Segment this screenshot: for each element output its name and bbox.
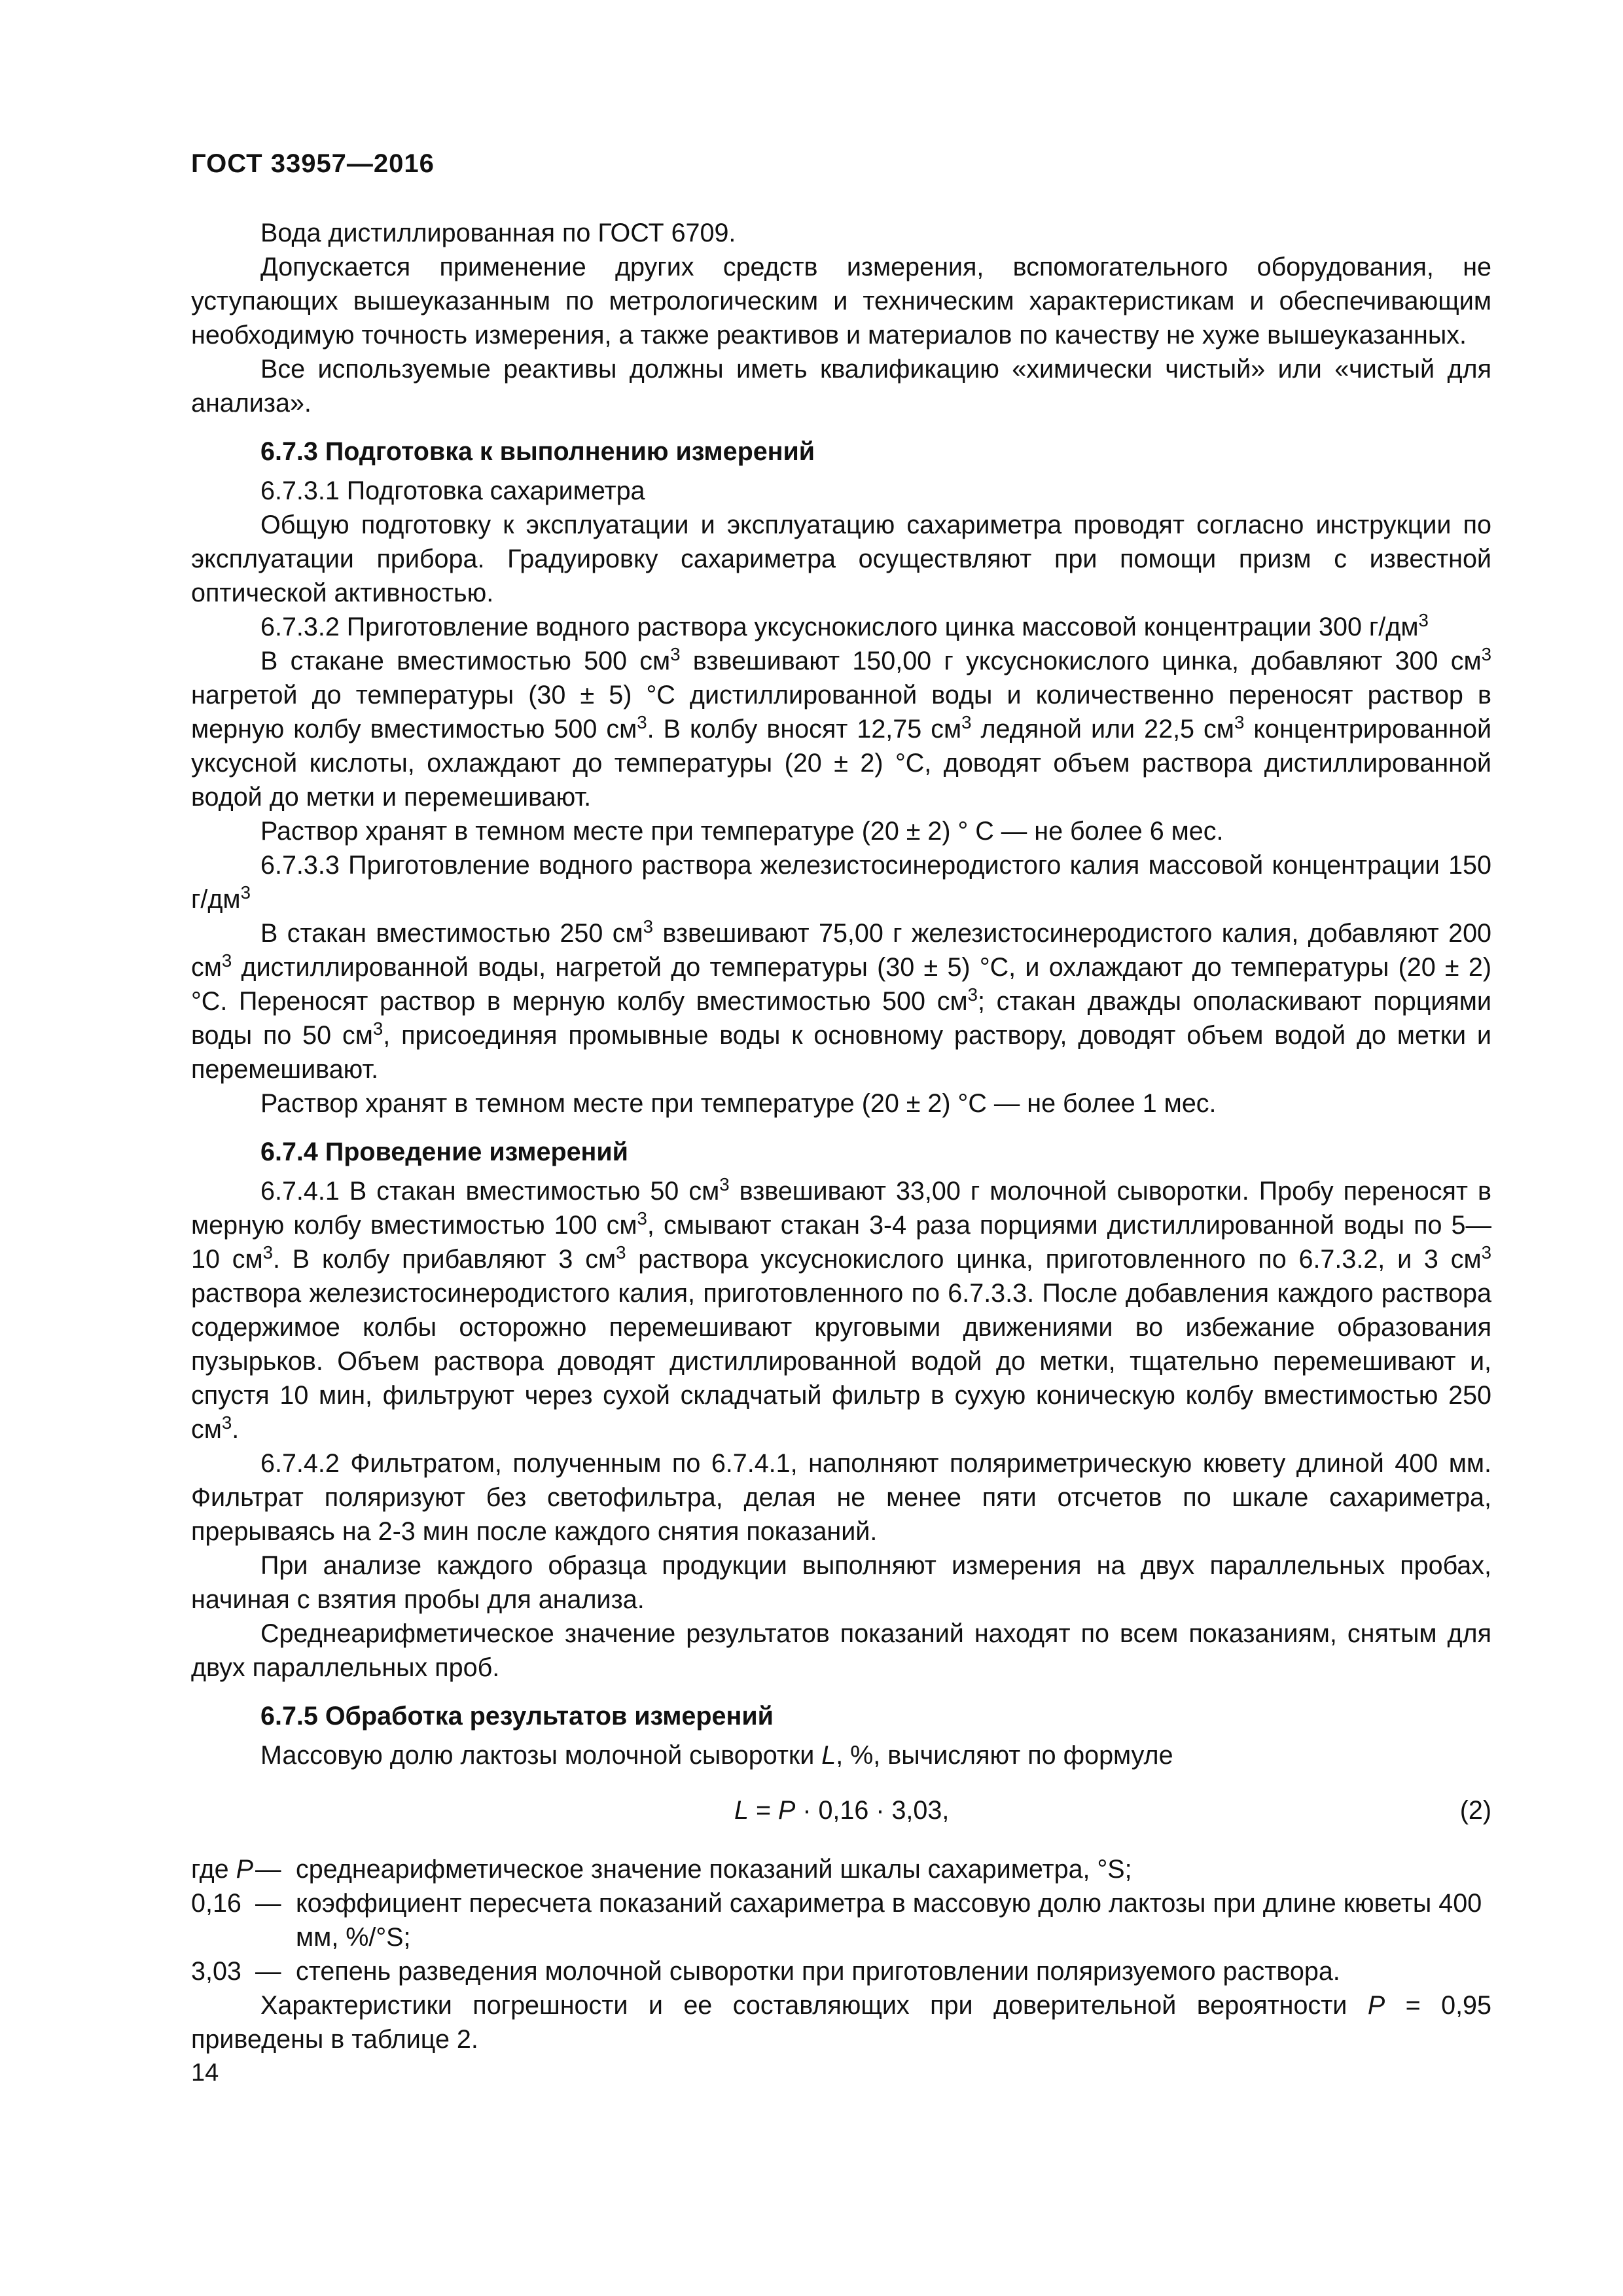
where-symbol: 0,16 xyxy=(191,1889,241,1918)
paragraph-final xyxy=(191,1988,1491,2056)
text-run: ледяной или 22,5 см xyxy=(971,715,1234,744)
text-run: В стакан вместимостью 250 см xyxy=(260,919,643,948)
superscript: 3 xyxy=(1481,643,1492,664)
formula-number: (2) xyxy=(1459,1796,1491,1825)
superscript: 3 xyxy=(643,916,653,937)
where-description: среднеарифметическое значение показаний шкалы сахариметра, °S; xyxy=(296,1855,1132,1884)
paragraph-reagents: Все используемые реактивы должны иметь квалификацию «химически чистый» или «чистый для анализа». xyxy=(191,355,1491,418)
formula-eq: = xyxy=(748,1796,778,1825)
document-header: ГОСТ 33957—2016 xyxy=(191,149,435,178)
where-symbol xyxy=(191,1852,255,1886)
text-run: взвешивают 150,00 г уксуснокислого цинка, добавляют 300 см xyxy=(680,647,1482,675)
where-prefix: где xyxy=(191,1855,236,1884)
paragraph-6-7-3-1-text: Общую подготовку к эксплуатации и эксплуатацию сахариметра проводят согласно инструкции по эксплуатации прибора. Градуировку сахариметра осуществляют при помощи призм с известной оптической активностью. xyxy=(191,511,1491,607)
paragraph-6-7-3-1-title: 6.7.3.1 Подготовка сахариметра xyxy=(260,476,645,505)
paragraph-6-7-3-2-title xyxy=(191,610,1491,644)
superscript: 3 xyxy=(221,1412,232,1433)
superscript: 3 xyxy=(1418,609,1429,630)
heading-6-7-3: 6.7.3 Подготовка к выполнению измерений xyxy=(260,437,815,466)
superscript: 3 xyxy=(719,1174,730,1194)
where-dash: — xyxy=(255,1889,281,1918)
where-symbol-P: P xyxy=(236,1855,253,1884)
superscript: 3 xyxy=(1234,711,1245,732)
heading-6-7-4: 6.7.4 Проведение измерений xyxy=(260,1138,628,1166)
text-run: = 0,95 приведены в таблице 2. xyxy=(191,1991,1491,2054)
text-run: . xyxy=(232,1415,240,1444)
superscript: 3 xyxy=(1481,1242,1491,1263)
document-body xyxy=(191,216,1491,2056)
text-run: раствора уксуснокислого цинка, приготовленного по 6.7.3.2, и 3 см xyxy=(626,1245,1482,1274)
formula-lhs: L xyxy=(734,1796,749,1825)
text-run: взвешивают 75,00 г железистосинеродистого калия, добавляют 200 см xyxy=(191,919,1492,982)
where-symbol: 3,03 xyxy=(191,1957,241,1986)
text-run: дистиллированной воды, нагретой до температуры (30 ± 5) °С, и охлаждают до температуры (20 ± 2) °С. Переносят раствор в мерную колбу вместимостью 500 см xyxy=(191,953,1491,1016)
where-dash: — xyxy=(255,1855,281,1884)
superscript: 3 xyxy=(616,1242,626,1263)
text-run: 6.7.3.3 Приготовление водного раствора железистосинеродистого калия массовой концентрации 150 г/дм xyxy=(191,851,1491,914)
formula xyxy=(734,1793,949,1827)
superscript: 3 xyxy=(637,1208,647,1229)
paragraph-6-7-4-1 xyxy=(191,1174,1491,1446)
text-run: ; стакан дважды ополаскивают порциями воды по 50 см xyxy=(191,987,1491,1050)
superscript: 3 xyxy=(240,882,251,903)
symbol-P: P xyxy=(1367,1991,1385,2020)
paragraph-mean: Среднеарифметическое значение результатов показаний находят по всем показаниям, снятым для двух параллельных проб. xyxy=(191,1619,1491,1682)
superscript: 3 xyxy=(372,1018,383,1039)
superscript: 3 xyxy=(967,984,978,1005)
text-run: , смывают стакан 3-4 раза порциями дистиллированной воды по 5—10 см xyxy=(191,1211,1492,1274)
symbol-L: L xyxy=(821,1741,836,1770)
superscript: 3 xyxy=(670,643,681,664)
paragraph-6-7-3-2-text xyxy=(191,644,1491,814)
where-list xyxy=(191,1852,1491,1988)
text-run: взвешивают 33,00 г молочной сыворотки. Пробу переносят в мерную колбу вместимостью 100 см xyxy=(191,1177,1491,1240)
heading-6-7-5: 6.7.5 Обработка результатов измерений xyxy=(260,1702,774,1731)
paragraph-6-7-3-3-text xyxy=(191,916,1491,1086)
paragraph-parallel: При анализе каждого образца продукции выполняют измерения на двух параллельных пробах, начиная с взятия пробы для анализа. xyxy=(191,1551,1491,1614)
superscript: 3 xyxy=(262,1242,274,1263)
paragraph-6-7-3-2-storage: Раствор хранят в темном месте при температуре (20 ± 2) ° С — не более 6 мес. xyxy=(260,817,1224,846)
paragraph-6-7-4-2: 6.7.4.2 Фильтратом, полученным по 6.7.4.1, наполняют поляриметрическую кювету длиной 400 мм. Фильтрат поляризуют без светофильтра, делая не менее пяти отсчетов по шкале сахариметра, прерываясь на 2-3 мин после каждого снятия показаний. xyxy=(191,1449,1491,1546)
text-run: Характеристики погрешности и ее составляющих при доверительной вероятности xyxy=(260,1991,1368,2020)
text-run: нагретой до температуры (30 ± 5) °С дистиллированной воды и количественно переносят раствор в мерную колбу вместимостью 500 см xyxy=(191,681,1491,744)
text-run: , присоединяя промывные воды к основному раствору, доводят объем водой до метки и перемешивают. xyxy=(191,1021,1491,1084)
formula-block xyxy=(191,1793,1491,1830)
superscript: 3 xyxy=(637,711,647,732)
paragraph-allowed: Допускается применение других средств измерения, вспомогательного оборудования, не уступающих вышеуказанным по метрологическим и техническим характеристикам и обеспечивающим необходимую точность измерения, а также реактивов и материалов по качеству не хуже вышеуказанных. xyxy=(191,253,1491,350)
paragraph-mass-fraction xyxy=(191,1738,1491,1772)
text-run: В стакане вместимостью 500 см xyxy=(260,647,671,675)
where-description: коэффициент пересчета показаний сахариметра в массовую долю лактозы при длине кюветы 400 мм, %/°S; xyxy=(296,1889,1482,1952)
text-run: раствора железистосинеродистого калия, приготовленного по 6.7.3.3. После добавления каждого раствора содержимое колбы осторожно перемешивают круговыми движениями во избежание образования пузырьков. Объем раствора доводят дистиллированной водой до метки, тщательно перемешивают и, спустя 10 мин, фильтруют через сухой складчатый фильтр в сухую коническую колбу вместимостью 250 см xyxy=(191,1279,1491,1444)
paragraph-6-7-3-3-storage: Раствор хранят в темном месте при температуре (20 ± 2) °С — не более 1 мес. xyxy=(260,1089,1217,1118)
text-run: . В колбу вносят 12,75 см xyxy=(647,715,962,744)
paragraph-water: Вода дистиллированная по ГОСТ 6709. xyxy=(260,219,736,247)
text-run: 6.7.4.1 В стакан вместимостью 50 см xyxy=(260,1177,720,1206)
formula-p: P xyxy=(778,1796,796,1825)
formula-rhs: · 0,16 · 3,03, xyxy=(795,1796,950,1825)
where-dash: — xyxy=(255,1957,281,1986)
where-description: степень разведения молочной сыворотки при приготовлении поляризуемого раствора. xyxy=(296,1957,1340,1986)
text-run: , %, вычисляют по формуле xyxy=(836,1741,1173,1770)
superscript: 3 xyxy=(221,950,232,971)
text-run: концентрированной уксусной кислоты, охлаждают до температуры (20 ± 2) °С, доводят объем раствора дистиллированной водой до метки и перемешивают. xyxy=(191,715,1492,812)
text-run: 6.7.3.2 Приготовление водного раствора уксуснокислого цинка массовой концентрации 300 г/дм xyxy=(260,613,1419,641)
text-run: . В колбу прибавляют 3 см xyxy=(273,1245,616,1274)
paragraph-6-7-3-3-title xyxy=(191,848,1491,916)
superscript: 3 xyxy=(961,711,972,732)
page-number: 14 xyxy=(191,2059,219,2087)
text-run: Массовую долю лактозы молочной сыворотки xyxy=(260,1741,822,1770)
